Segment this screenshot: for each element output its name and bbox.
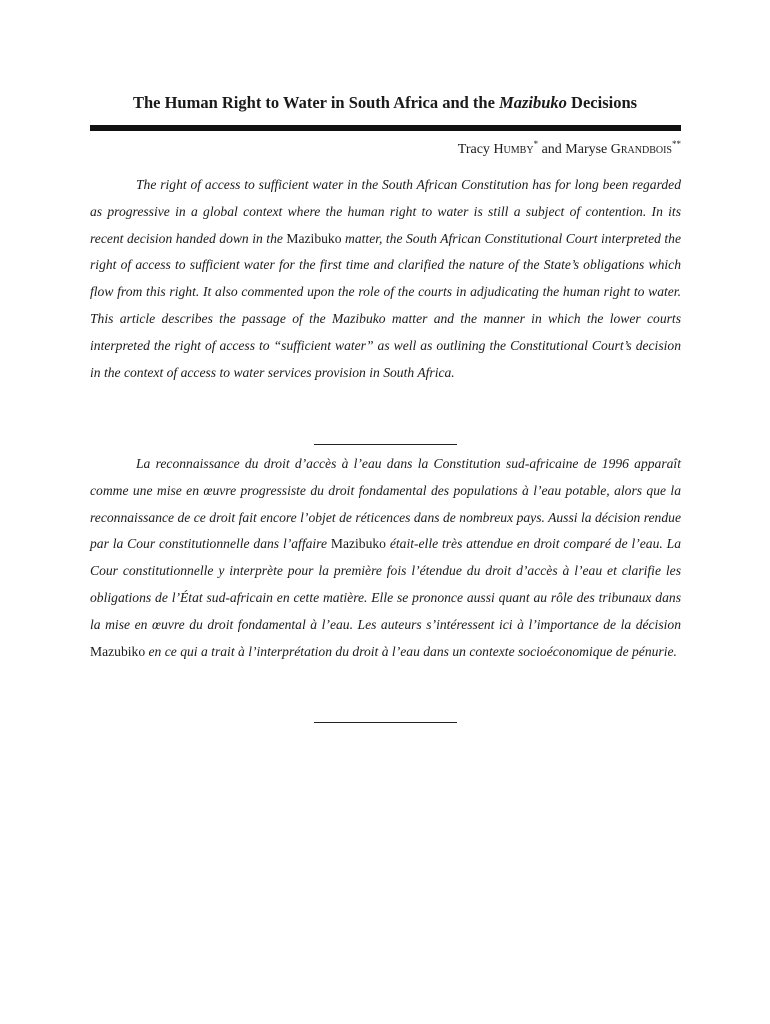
abstract-fr-text-1: La reconnaissance du droit d’accès à l’eau dans la Constitution sud-africaine de 1996 apparaît comme une mise en œuvre progressiste du droit fondamental des populations à l’eau potable, alors que la reconnaissance de ce droit fait encore l’objet de réticences dans de nombreux pays. Aussi la décision rendue par la Cour constitutionnelle dans l’affaire: [90, 456, 681, 552]
abstract-en-text-1: The right of access to sufficient water in the South African Constitution has for long been regarded as progressive in a global context where the human right to water is still a subject of contention. In its recent decision handed down in the: [90, 177, 681, 246]
author-2-footnote-mark[interactable]: **: [672, 139, 681, 149]
abstract-separator: [314, 444, 457, 445]
author-1-given-name: Tracy: [457, 142, 494, 157]
title-text-end: Decisions: [566, 93, 638, 112]
author-1-footnote-mark[interactable]: *: [533, 139, 539, 149]
abstract-fr-case-name-2: Mazubiko: [90, 643, 146, 659]
title-text-start: The Human Right to Water in South Africa and the: [132, 93, 500, 112]
abstract-fr-text-2: était-elle très attendue en droit comparé de l’eau. La Cour constitutionnelle y interprète pour la première fois l’étendue du droit d’accès à l’eau et clarifie les obligations de l’État sud-africain en cette matière. Elle se prononce aussi quant au rôle des tribunaux dans la mise en œuvre du droit fondamental à l’eau. Les auteurs s’intéressent ici à l’importance de la décision: [90, 536, 681, 632]
title-case-name: Mazibuko: [499, 93, 567, 112]
abstract-french: [90, 451, 681, 665]
abstract-en-text-2: matter, the South African Constitutional Court interpreted the right of access to sufficient water for the first time and clarified the nature of the State’s obligations which flow from this right. It also commented upon the role of the courts in adjudicating the human right to water. This article describes the passage of the Mazibuko matter and the manner in which the lower courts interpreted the right of access to “sufficient water” as well as outlining the Constitutional Court’s decision in the context of access to water services provision in South Africa.: [90, 230, 682, 380]
title-rule: [90, 125, 681, 131]
author-2-surname: Grandbois: [610, 142, 672, 157]
abstract-english: [90, 172, 681, 386]
abstract-fr-case-name-1: Mazibuko: [330, 536, 386, 552]
end-separator: [314, 722, 457, 723]
author-conjunction: and Maryse: [538, 142, 611, 157]
author-line: [90, 140, 681, 160]
abstract-en-case-name: Mazibuko: [286, 230, 342, 246]
abstract-fr-text-3: en ce qui a trait à l’interprétation du droit à l’eau dans un contexte socioéconomique de pénurie.: [145, 643, 677, 659]
author-1-surname: Humby: [493, 142, 534, 157]
article-title: [90, 92, 680, 114]
